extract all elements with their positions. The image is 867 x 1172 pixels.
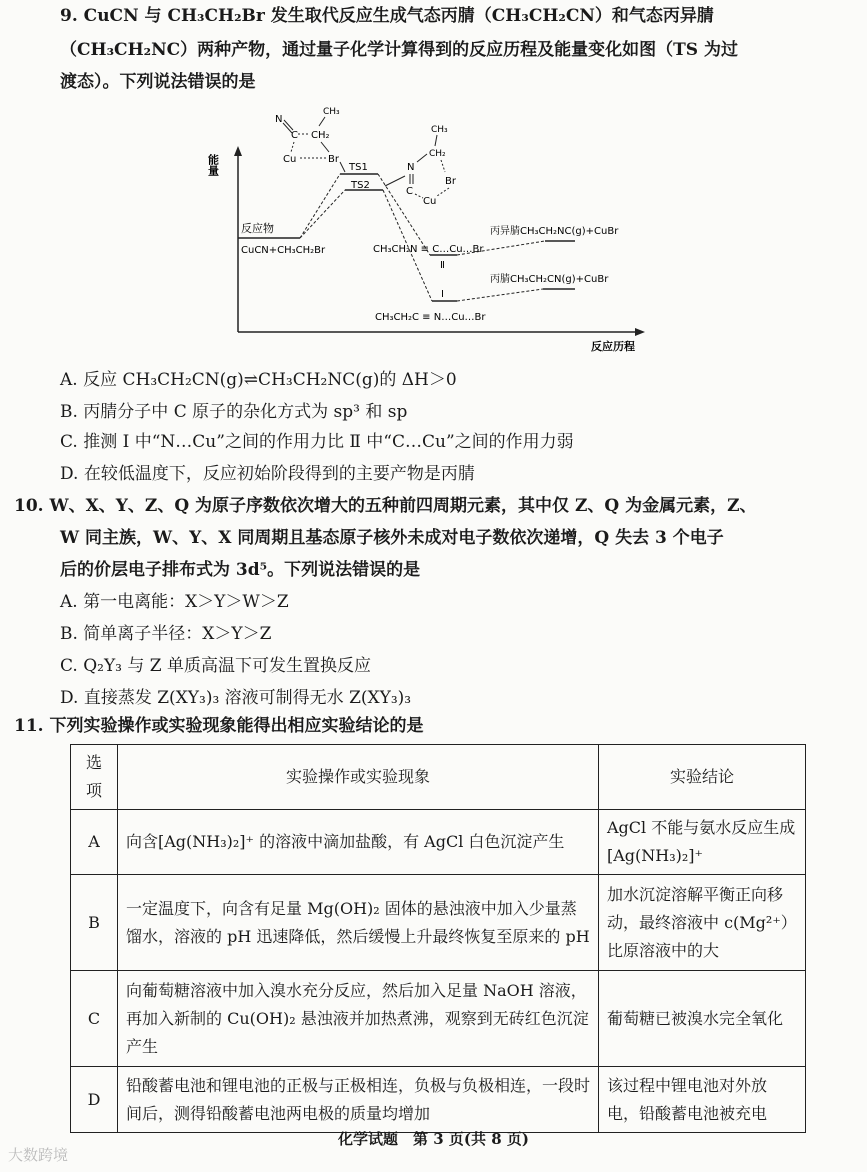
experiment-table: [70, 744, 806, 1133]
intermediate-2-label: Ⅱ: [440, 260, 445, 271]
page-footer: 化学试题 第 3 页(共 8 页): [338, 1130, 529, 1148]
header-operation: 实验操作或实验现象: [118, 745, 599, 810]
svg-text:N: N: [407, 162, 415, 173]
row-conclusion: 葡萄糖已被溴水完全氧化: [599, 971, 806, 1067]
svg-text:Cu: Cu: [283, 154, 297, 165]
table-row: [71, 971, 806, 1067]
row-conclusion: AgCl 不能与氨水反应生成[Ag(NH₃)₂]⁺: [599, 810, 806, 875]
reactant-label: 反应物: [241, 222, 274, 235]
q9-option-b: B. 丙腈分子中 C 原子的杂化方式为 sp³ 和 sp: [60, 402, 408, 422]
x-axis-label: 反应历程: [591, 340, 635, 353]
q10-option-d: D. 直接蒸发 Z(XY₃)₃ 溶液可制得无水 Z(XY₃)₃: [60, 688, 412, 708]
q10-stem-line3: 后的价层电子排布式为 3d⁵。下列说法错误的是: [60, 560, 421, 580]
svg-text:C: C: [406, 186, 413, 197]
q10-option-b: B. 简单离子半径：X＞Y＞Z: [60, 624, 272, 644]
svg-text:Br: Br: [328, 154, 339, 165]
row-operation: 一定温度下，向含有足量 Mg(OH)₂ 固体的悬浊液中加入少量蒸馏水，溶液的 pH 迅速降低，然后缓慢上升最终恢复至原来的 pH: [118, 875, 599, 971]
watermark-logo: 大数跨境: [8, 1146, 69, 1164]
isonitrile-product-label: 丙异腈CH₃CH₂NC(g)+CuBr: [490, 226, 619, 237]
svg-text:CH₃: CH₃: [323, 107, 340, 117]
table-header-row: [71, 745, 806, 810]
q9-stem-line1: 9. CuCN 与 CH₃CH₂Br 发生取代反应生成气态丙腈（CH₃CH₂CN）和气态丙异腈: [60, 6, 714, 26]
q10-stem-line1: 10. W、X、Y、Z、Q 为原子序数依次增大的五种前四周期元素，其中仅 Z、Q 为金属元素，Z、: [14, 496, 757, 516]
energy-profile-diagram: [205, 98, 665, 360]
q9-option-a: A. 反应 CH₃CH₂CN(g)⇌CH₃CH₂NC(g)的 ΔH＞0: [60, 370, 457, 390]
ts2-label: TS2: [351, 180, 370, 191]
row-conclusion: 加水沉淀溶解平衡正向移动，最终溶液中 c(Mg²⁺）比原溶液中的大: [599, 875, 806, 971]
q11-stem: 11. 下列实验操作或实验现象能得出相应实验结论的是: [14, 716, 424, 736]
svg-text:Cu: Cu: [423, 196, 437, 207]
header-conclusion: 实验结论: [599, 745, 806, 810]
q10-stem-line2: W 同主族，W、Y、X 同周期且基态原子核外未成对电子数依次递增，Q 失去 3 个电子: [60, 528, 724, 548]
q9-stem-line3: 渡态）。下列说法错误的是: [60, 72, 256, 92]
y-axis-label: 能量: [206, 154, 220, 176]
row-operation: 向含[Ag(NH₃)₂]⁺ 的溶液中滴加盐酸，有 AgCl 白色沉淀产生: [118, 810, 599, 875]
row-option: B: [71, 875, 118, 971]
svg-text:CH₃: CH₃: [431, 125, 448, 135]
svg-text:CH₂: CH₂: [429, 149, 446, 159]
y-axis-arrow: [234, 146, 242, 156]
ts1-pointer: [340, 162, 345, 172]
ts1-label: TS1: [349, 162, 368, 173]
row-option: A: [71, 810, 118, 875]
reactant-formula: CuCN+CH₃CH₂Br: [241, 245, 326, 256]
table-row: [71, 875, 806, 971]
row-conclusion: 该过程中锂电池对外放电，铅酸蓄电池被充电: [599, 1067, 806, 1133]
svg-text:CH₂: CH₂: [311, 130, 330, 141]
q10-option-c: C. Q₂Y₃ 与 Z 单质高温下可发生置换反应: [60, 656, 372, 676]
row-option: C: [71, 971, 118, 1067]
nitrile-product-label: 丙腈CH₃CH₂CN(g)+CuBr: [490, 274, 609, 285]
intermediate-1-formula: CH₃CH₂C ≡ N…Cu…Br: [375, 312, 486, 323]
q10-option-a: A. 第一电离能：X＞Y＞W＞Z: [60, 592, 289, 612]
ts2-structure: [406, 125, 457, 207]
ts1-structure: [275, 107, 340, 165]
svg-text:N: N: [275, 114, 283, 125]
x-axis-arrow: [635, 328, 645, 336]
header-option: 选项: [71, 745, 118, 810]
table-row: [71, 810, 806, 875]
intermediate-1-label: Ⅰ: [441, 289, 444, 300]
q9-stem-line2: （CH₃CH₂NC）两种产物，通过量子化学计算得到的反应历程及能量变化如图（TS 为过: [60, 40, 738, 60]
intermediate-2-formula: CH₃CH₂N ≡ C…Cu…Br: [373, 244, 484, 255]
svg-text:Br: Br: [445, 176, 456, 187]
svg-text:C: C: [291, 130, 298, 141]
q9-option-d: D. 在较低温度下，反应初始阶段得到的主要产物是丙腈: [60, 464, 475, 484]
ts2-pointer: [385, 176, 405, 186]
row-option: D: [71, 1067, 118, 1133]
table-row: [71, 1067, 806, 1133]
q9-option-c: C. 推测 Ⅰ 中“N…Cu”之间的作用力比 Ⅱ 中“C…Cu”之间的作用力弱: [60, 432, 574, 452]
row-operation: 铅酸蓄电池和锂电池的正极与正极相连，负极与负极相连，一段时间后，测得铅酸蓄电池两电极的质量均增加: [118, 1067, 599, 1133]
row-operation: 向葡萄糖溶液中加入溴水充分反应，然后加入足量 NaOH 溶液，再加入新制的 Cu(OH)₂ 悬浊液并加热煮沸，观察到无砖红色沉淀产生: [118, 971, 599, 1067]
